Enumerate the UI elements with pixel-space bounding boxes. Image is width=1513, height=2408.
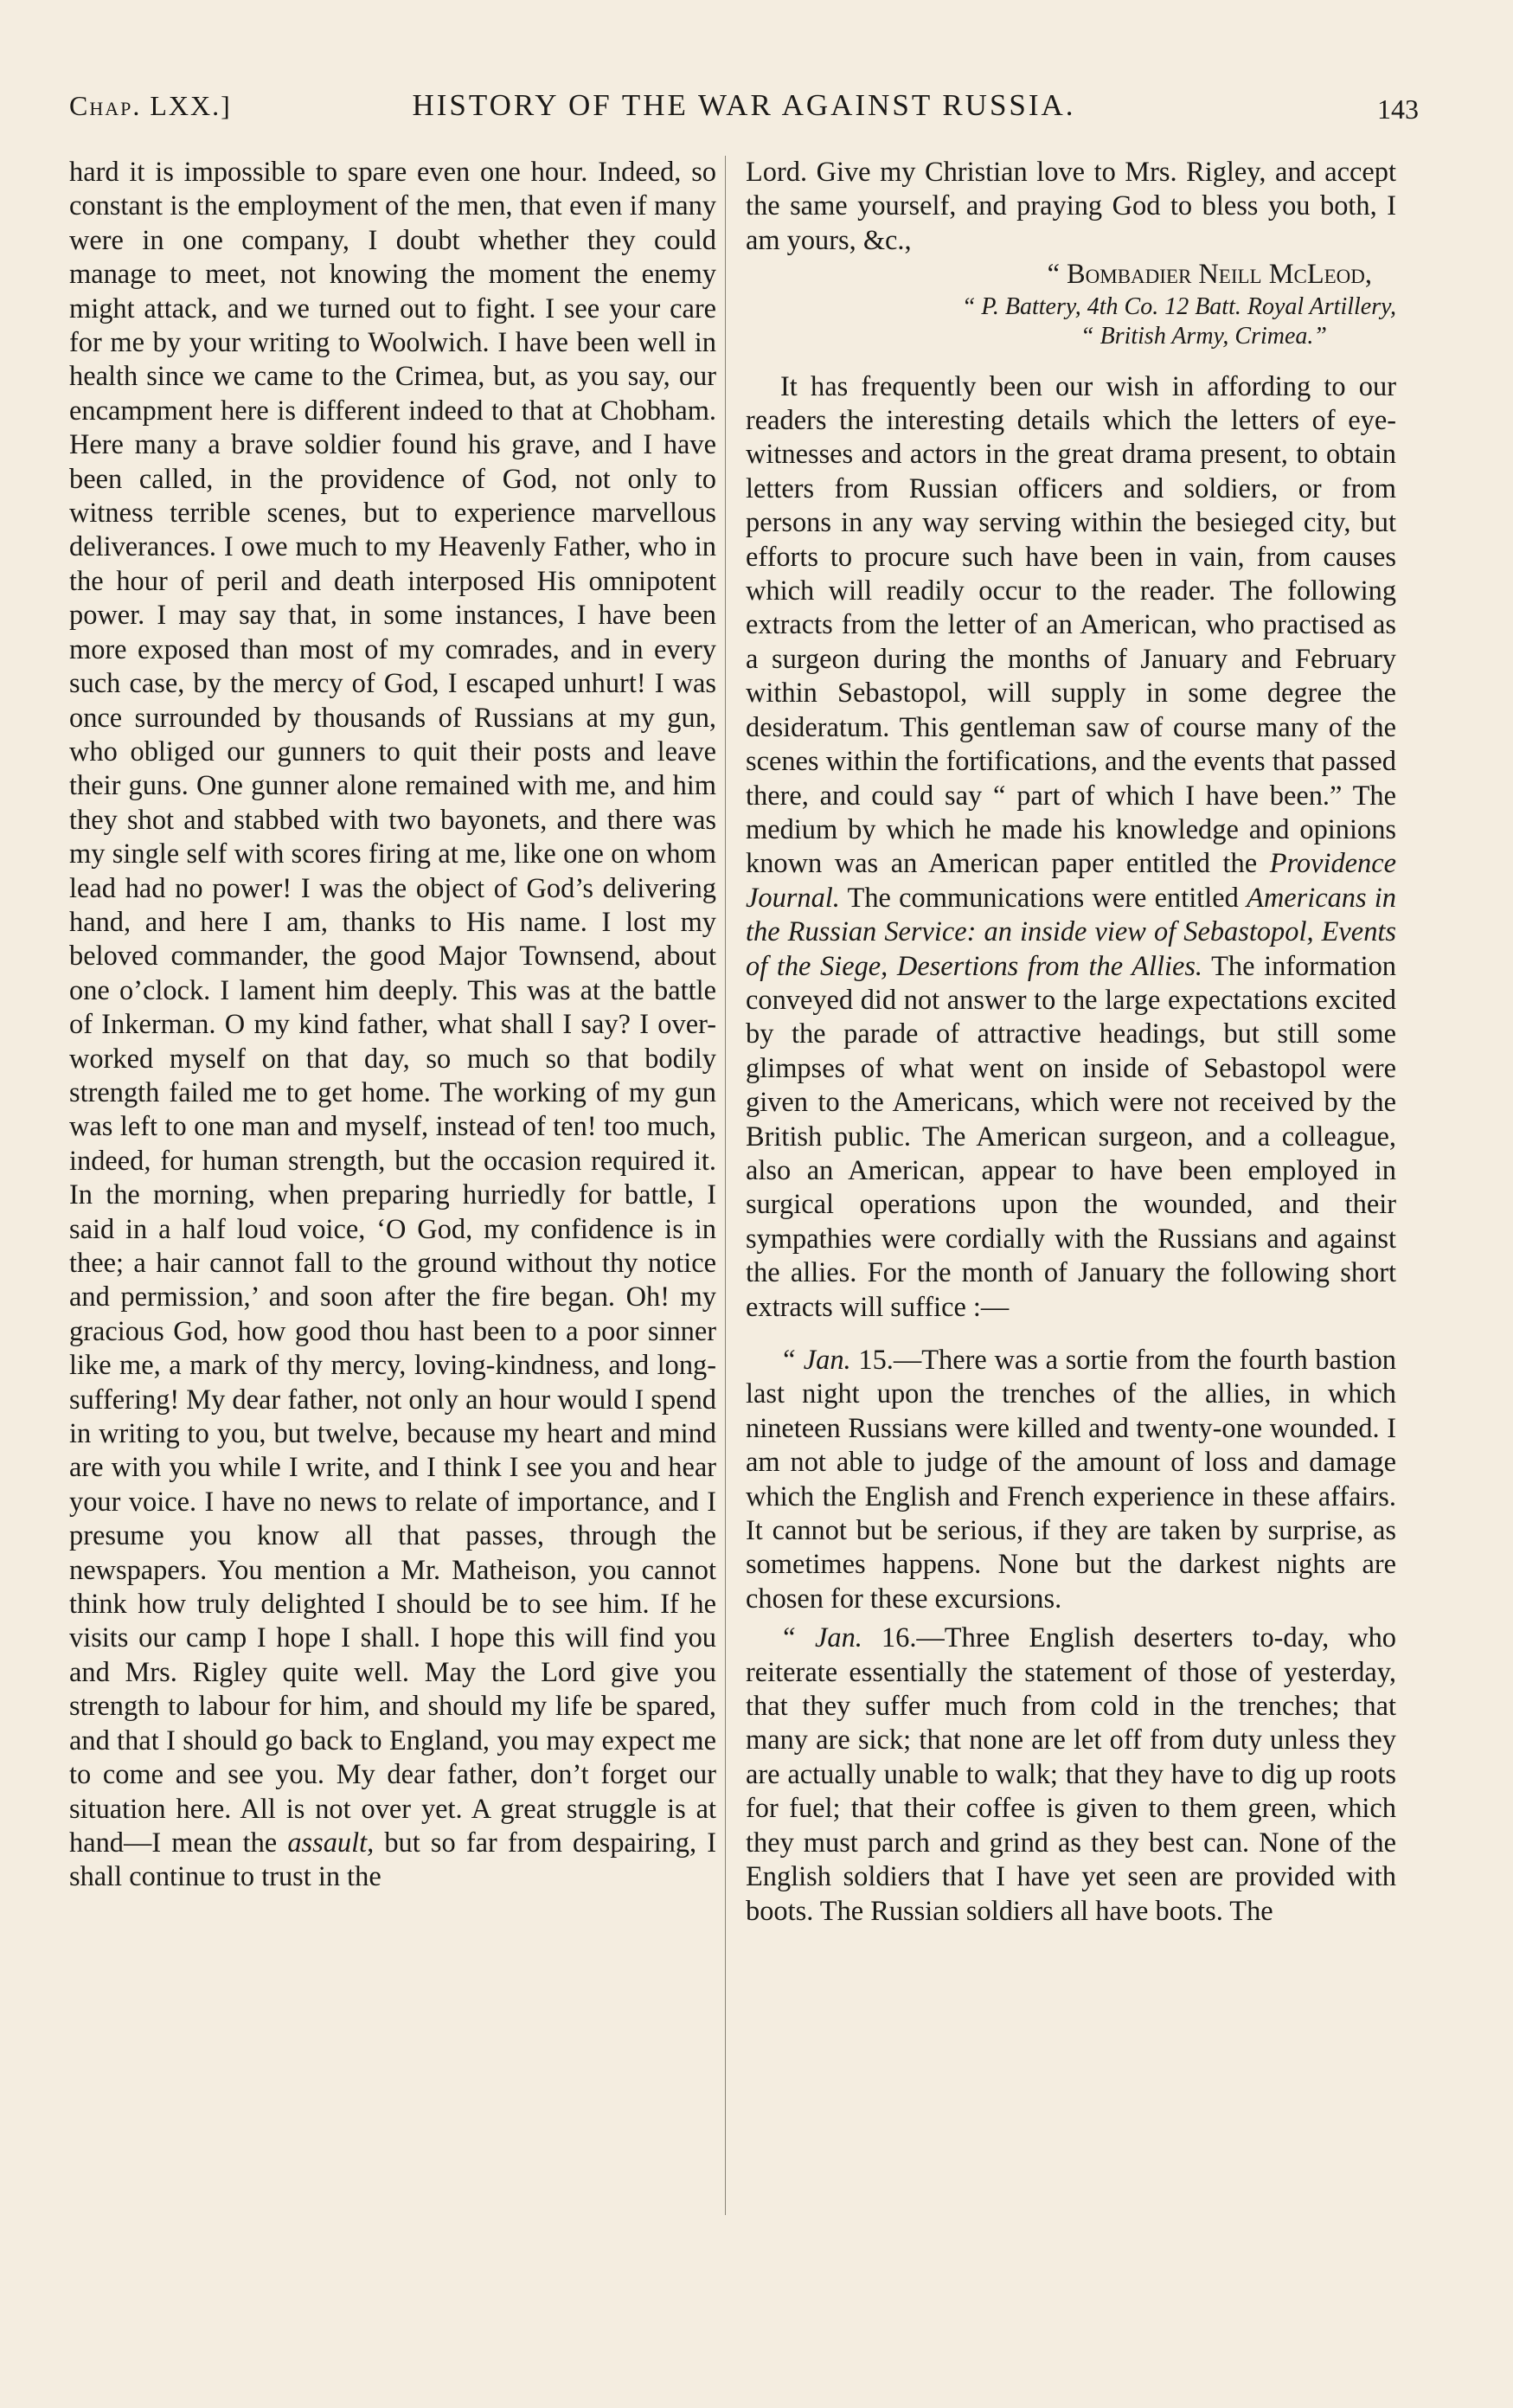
jan15-text: 15.—There was a sortie from the fourth bastion last night upon the trenches of the allies, in which nineteen Russians were killed and twenty-one wounded. I am not able to judge of the amount of loss and damage which the English and French experience in these affairs. It cannot but be serious, if they are taken by surprise, as sometimes happens. None but the darkest nights are chosen for these excursions. (746, 1345, 1396, 1615)
providence-journal: Providence Journal. (746, 848, 1396, 914)
paragraph-intro (746, 370, 1396, 1325)
signature-army: “ British Army, Crimea.” (1080, 322, 1327, 350)
entry-jan-15 (746, 1344, 1396, 1616)
letter-body-text: hard it is impossible to spare even one hour. Indeed, so constant is the employment of the men, that even if many were in one company, I doubt whether they could manage to meet, not knowing the moment the enemy might attack, and we turned out to fight. I see your care for me by your writing to Woolwich. I have been well in health since we came to the Crimea, but, as you say, our encampment here is different indeed to that at Chobham. Here many a brave soldier found his grave, and I have been called, in the providence of God, not only to witness terrible scenes, but to experience marvellous deliverances. I owe much to my Heavenly Father, who in the hour of peril and death interposed His omnipotent power. I may say that, in some instances, I have been more exposed than most of my comrades, and in every such case, by the mercy of God, I escaped unhurt! I was once surrounded by thousands of Russians at my gun, who obliged our gunners to quit their posts and leave their guns. One gunner alone remained with me, and him they shot and stabbed with two bayonets, and there was my single self with scores firing at me, like one on whom lead had no power! I was the object of God’s delivering hand, and here I am, thanks to His name. I lost my beloved commander, the good Major Townsend, about one o’clock. I lament him deeply. This was at the battle of Inkerman. O my kind father, what shall I say? I over-worked myself on that day, so much so that bodily strength failed me to get home. The working of my gun was left to one man and myself, instead of ten! too much, indeed, for human strength, but the occasion required it. In the morning, when preparing hurriedly for battle, I said in a half loud voice, ‘O God, my confidence is in thee; a hair cannot fall to the ground without thy notice and permission,’ and soon after the fire began. Oh! my gracious God, how good thou hast been to a poor sinner like me, a mark of thy mercy, loving-kindness, and long-suffering! My dear father, not only an hour would I spend in writing to you, but twelve, because my heart and mind are with you while I write, and I think I see you and hear your voice. I have no news to relate of importance, and I presume you know all that passes, through the newspapers. You mention a Mr. Matheison, you cannot think how truly delighted I should be to see him. If he visits our camp I hope I shall. I hope this will find you and Mrs. Rigley quite well. May the Lord give you strength to labour for him, and should my life be spared, and that I should go back to England, you may expect me to come and see you. My dear father, don’t forget our situation here. All is not over yet. A great struggle is at hand—I mean the (69, 157, 716, 1859)
signature-name: “ Bombadier Neill McLeod, (1047, 259, 1372, 291)
column-divider (725, 156, 726, 2215)
jan16-text: 16.—Three English deserters to-day, who reiterate essentially the statement of those of yesterday, that they suffer much from cold in the trenches; that many are sick; that none are let off from duty unless they are actually unable to walk; that they have to dig up roots for fuel; that their coffee is given to them green, which they must parch and grind as they best can. None of the English soldiers that I have yet seen are provided with boots. The Russian soldiers all have boots. The (746, 1622, 1396, 1927)
entry-jan-16 (746, 1621, 1396, 1929)
running-header (69, 85, 1419, 128)
running-title: HISTORY OF THE WAR AGAINST RUSSIA. (412, 88, 1076, 122)
jan16-date: “ Jan. (780, 1622, 862, 1654)
page-number: 143 (1377, 93, 1419, 125)
left-column (69, 156, 716, 1895)
letter-closing: Lord. Give my Christian love to Mrs. Rigley, and accept the same yourself, and praying God to bless you both, I am yours, &c., (746, 157, 1396, 256)
intro-text-b: The communications were entitled (839, 882, 1239, 914)
letter-body (69, 156, 716, 1895)
assault-word: assault, (287, 1827, 375, 1859)
jan15-date: “ Jan. (780, 1345, 851, 1376)
signature-unit: “ P. Battery, 4th Co. 12 Batt. Royal Artillery, (961, 292, 1396, 320)
letter-body-end: but so far from despairing, I shall continue to trust in the (69, 1827, 716, 1893)
chapter-label: Chap. LXX.] (69, 90, 232, 121)
right-column (746, 156, 1396, 1929)
intro-text-a: It has frequently been our wish in affording to our readers the interesting details which the letters of eye-witnesses and actors in the great drama present, to obtain letters from Russian officers and soldiers, or from persons in any way serving within the besieged city, but efforts to procure such have been in vain, from causes which will readily occur to the reader. The following extracts from the letter of an American, who practised as a surgeon during the months of January and February within Sebastopol, will supply in some degree the desideratum. This gentleman saw of course many of the scenes within the fortifications, and the events that passed there, and could say “ part of which I have been.” The medium by which he made his knowledge and opinions known was an American paper entitled the (746, 370, 1396, 880)
intro-text-c: The information conveyed did not answer to the large expectations excited by the parade of attractive headings, but still some glimpses of what went on inside of Sebastopol were given to the Americans, which were not received by the British public. The American surgeon, and a colleague, also an American, appear to have been employed in surgical operations upon the wounded, and their sympathies were cordially with the Russians and against the allies. For the month of January the following short extracts will suffice :— (746, 950, 1397, 1323)
communication-titles: Americans in the Russian Service: an inside view of Sebastopol, Events of the Siege, Desertions from the Allies. (746, 882, 1396, 982)
